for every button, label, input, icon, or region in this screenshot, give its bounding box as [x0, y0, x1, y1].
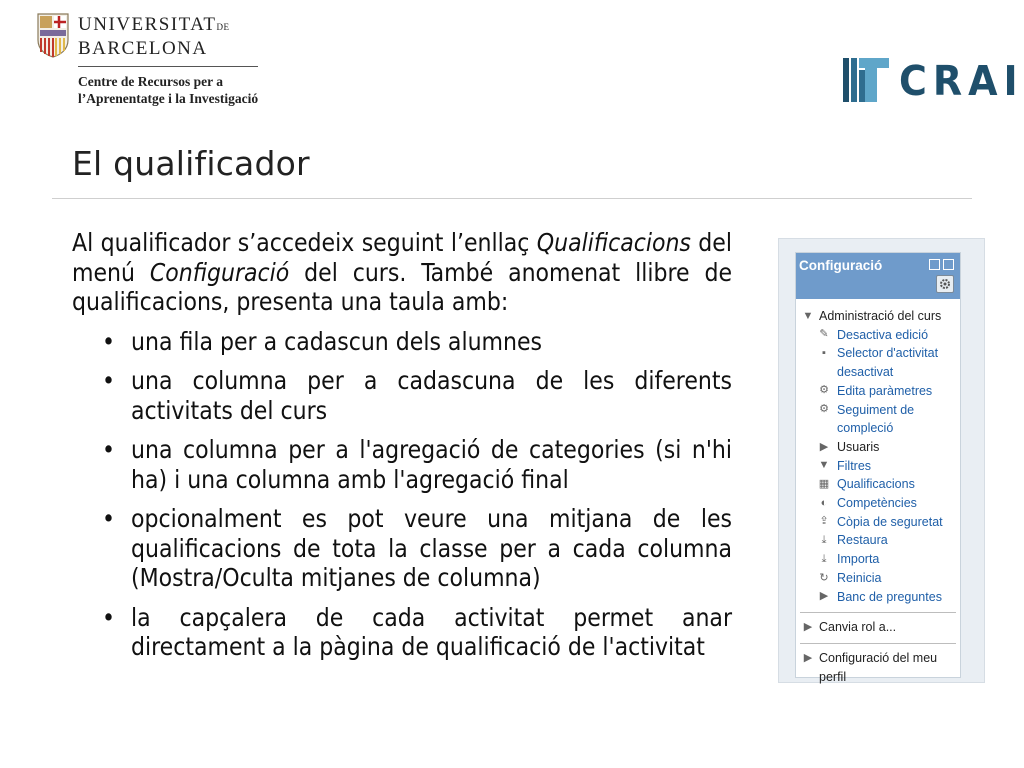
menu-item-label: Edita paràmetres	[837, 383, 933, 398]
list-item	[72, 366, 732, 425]
menu-item-competencies[interactable]	[796, 494, 960, 513]
triangle-right-icon: ▶	[819, 590, 829, 603]
bullet-icon: •	[102, 366, 116, 395]
page-title: El qualificador	[72, 144, 310, 183]
pencil-icon: ✎	[819, 328, 829, 341]
intro-paragraph	[72, 228, 732, 317]
restore-icon: ⤓	[821, 534, 827, 547]
list-item	[72, 504, 732, 593]
menu-item-banc-preguntes[interactable]	[796, 588, 960, 607]
grid-icon: ▦	[818, 477, 830, 490]
list-item	[72, 603, 732, 662]
menu-item-qualificacions[interactable]	[796, 475, 960, 494]
crai-logo-text: CRAI	[899, 57, 1024, 105]
tree-node-profile-settings[interactable]	[796, 649, 960, 686]
menu-item-label: Banc de preguntes	[837, 589, 942, 604]
menu-item-label: Importa	[837, 552, 880, 567]
title-divider	[52, 198, 972, 199]
menu-item-reinicia[interactable]	[796, 569, 960, 588]
university-line1-suffix: DE	[216, 22, 230, 32]
list-item-text: la capçalera de cada activitat permet anar directament a la pàgina de qualificació de l'activitat	[131, 602, 732, 661]
competency-icon: ◐	[820, 496, 828, 509]
gear-icon: ⚙	[819, 403, 829, 416]
bullet-icon: •	[102, 602, 116, 632]
intro-emphasis-qualificacions: Qualificacions	[536, 228, 691, 257]
config-block-header	[796, 253, 960, 299]
bullet-icon: •	[102, 326, 116, 356]
menu-item-label: Competències	[837, 496, 917, 511]
university-line1: UNIVERSITAT	[78, 14, 217, 35]
ub-shield-icon	[36, 12, 70, 58]
import-icon: ⤓	[821, 552, 827, 565]
crai-logo	[843, 56, 1024, 106]
list-item	[72, 435, 732, 494]
menu-item-desactiva-edicio[interactable]	[796, 326, 960, 345]
menu-item-label: Desactiva edició	[837, 327, 929, 342]
list-item-text: opcionalment es pot veure una mitjana de les qualificacions de tota la classe per a cada columna (Mostra/Oculta mitjanes de columna)	[131, 504, 732, 592]
triangle-right-icon: ▶	[803, 620, 813, 633]
divider	[800, 612, 956, 613]
centre-name-line1: Centre de Recursos per a	[78, 74, 223, 89]
gear-icon: ⚙	[819, 384, 829, 397]
block-actions-gear-icon[interactable]	[936, 275, 954, 293]
triangle-down-icon: ▼	[802, 309, 814, 322]
tree-node-label: Canvia rol a...	[819, 620, 897, 635]
slide-body	[72, 228, 732, 672]
config-tree	[796, 299, 960, 686]
logo-divider	[78, 66, 258, 67]
block-controls	[929, 259, 954, 270]
centre-name-line2: l’Aprenentatge i la Investigació	[78, 91, 259, 106]
tree-node-label: Configuració del meu perfil	[819, 650, 938, 684]
tree-node-switch-role[interactable]	[796, 618, 960, 637]
menu-item-edita-parametres[interactable]	[796, 382, 960, 401]
intro-text-1: Al qualificador s’accedeix seguint l’enllaç	[72, 228, 537, 257]
reset-icon: ↻	[819, 571, 829, 584]
menu-item-copia-seguretat[interactable]	[796, 513, 960, 532]
intro-text-2: del menú	[72, 228, 732, 287]
config-block	[795, 252, 961, 684]
list-item	[72, 327, 732, 357]
menu-item-label: Usuaris	[837, 439, 880, 454]
university-line2: BARCELONA	[78, 38, 208, 59]
dock-icon[interactable]	[943, 259, 954, 270]
menu-item-importa[interactable]	[796, 550, 960, 569]
menu-item-label: Qualificacions	[837, 477, 915, 492]
menu-item-restaura[interactable]	[796, 531, 960, 550]
list-item-text: una columna per a l'agregació de categories (si n'hi ha) i una columna amb l'agregació final	[131, 435, 732, 494]
menu-item-usuaris[interactable]	[796, 438, 960, 457]
menu-item-label: Filtres	[837, 458, 872, 473]
tree-node-label: Administració del curs	[819, 309, 942, 323]
intro-text-3: del curs. També anomenat llibre de qualificacions, presenta una taula amb:	[72, 257, 733, 316]
menu-item-filtres[interactable]	[796, 457, 960, 476]
config-panel-screenshot	[778, 238, 985, 683]
triangle-right-icon: ▶	[819, 440, 829, 453]
bullet-list	[72, 327, 732, 662]
centre-name	[78, 73, 258, 107]
tree-node-course-admin[interactable]	[796, 307, 960, 326]
menu-item-label: Restaura	[837, 533, 888, 548]
triangle-right-icon: ▶	[803, 651, 813, 664]
bullet-icon: •	[102, 435, 116, 464]
square-bullet-icon: ▪	[822, 347, 826, 360]
divider	[800, 643, 956, 644]
config-block-title: Configuració	[799, 258, 883, 273]
menu-item-selector-activitat[interactable]	[796, 344, 960, 381]
list-item-text: una fila per a cadascun dels alumnes	[131, 326, 543, 356]
backup-icon: ⇪	[819, 515, 829, 528]
university-logo	[36, 10, 286, 110]
bullet-icon: •	[102, 504, 116, 533]
university-name	[78, 14, 229, 60]
filter-icon: ▼	[818, 459, 830, 472]
collapse-icon[interactable]	[929, 259, 940, 270]
list-item-text: una columna per a cadascuna de les diferents activitats del curs	[131, 366, 732, 425]
menu-item-label: Selector d'activitat desactivat	[837, 346, 939, 380]
menu-item-seguiment-complecio[interactable]	[796, 401, 960, 438]
menu-item-label: Seguiment de compleció	[837, 402, 915, 436]
intro-emphasis-configuracio: Configuració	[149, 257, 290, 287]
menu-item-label: Còpia de seguretat	[837, 514, 943, 529]
crai-mark-icon	[843, 56, 889, 104]
menu-item-label: Reinicia	[837, 570, 882, 585]
